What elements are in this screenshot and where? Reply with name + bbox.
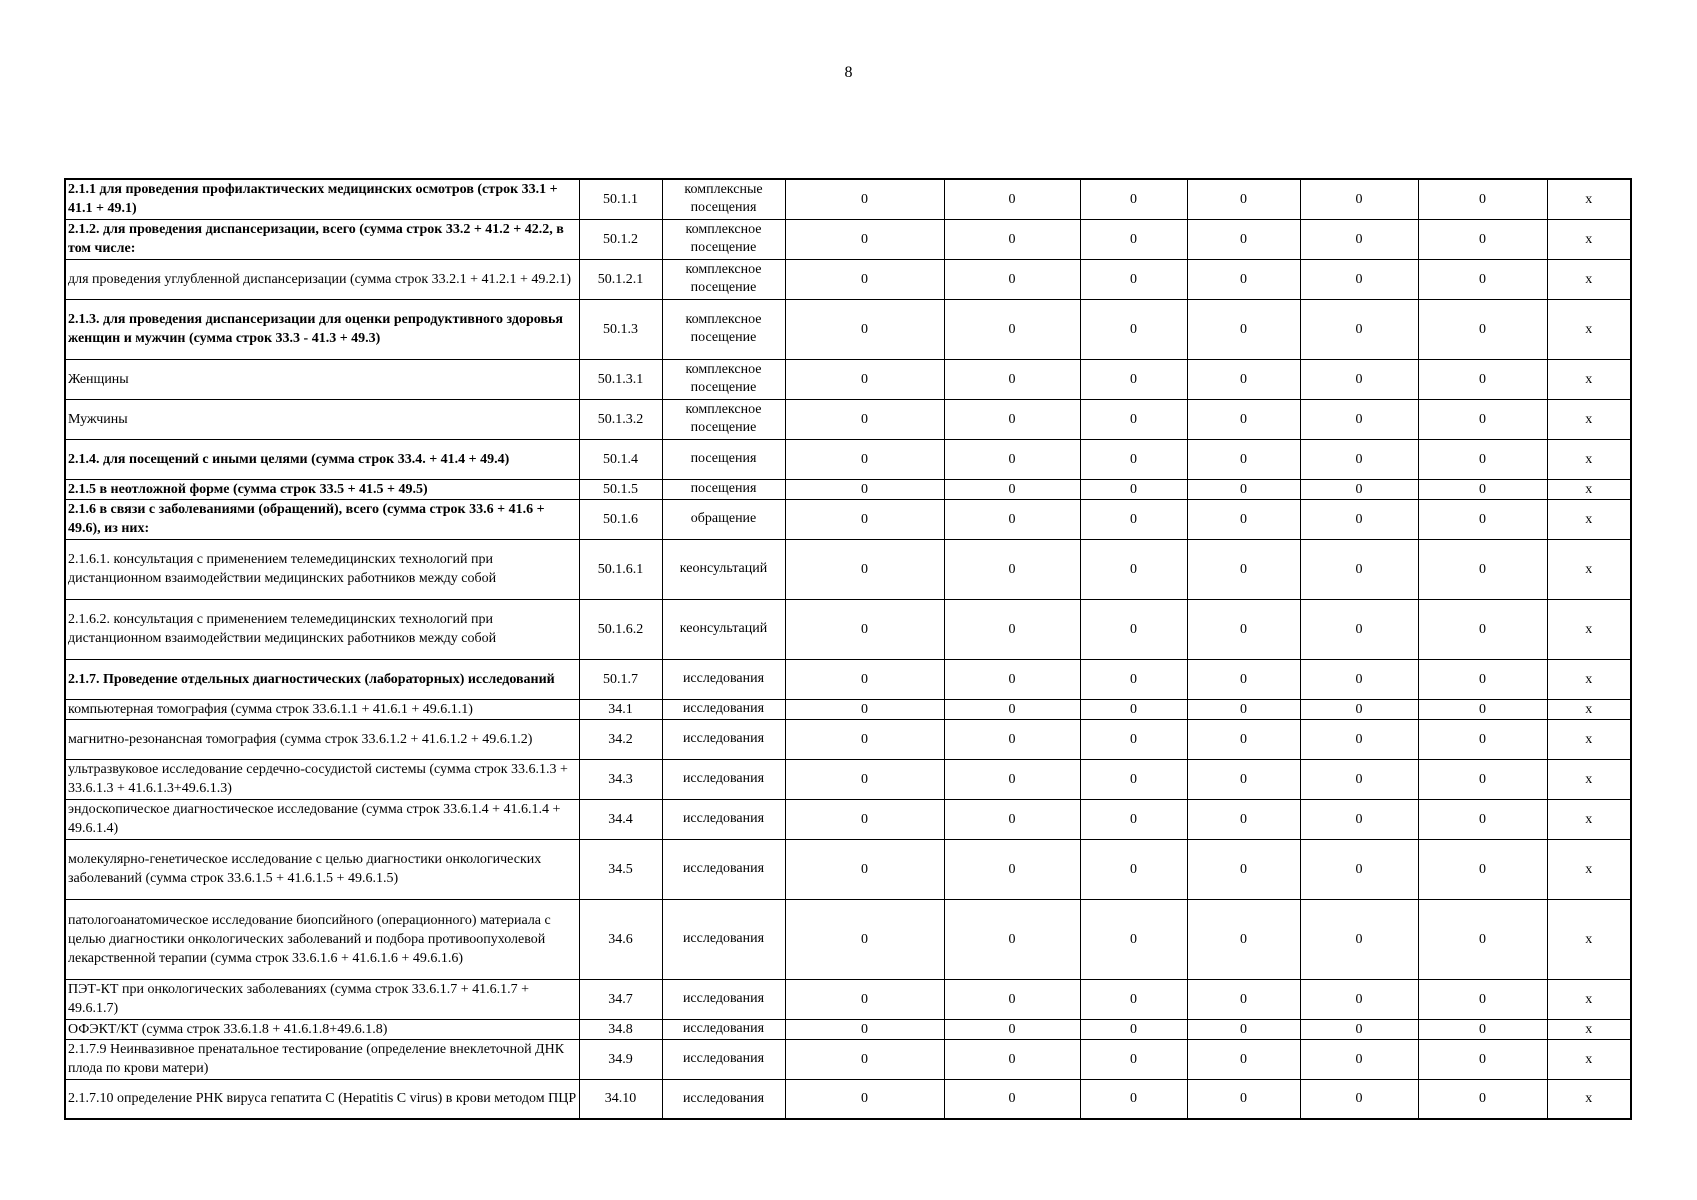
value-cell: 0: [1080, 499, 1187, 539]
row-unit-cell: исследования: [662, 839, 785, 899]
table-row: [65, 719, 1631, 759]
value-cell: 0: [1187, 539, 1300, 599]
row-unit-cell: комплексное посещение: [662, 399, 785, 439]
row-unit-cell: комплексное посещение: [662, 299, 785, 359]
value-cell: 0: [1080, 799, 1187, 839]
row-code-cell: 50.1.3.1: [579, 359, 662, 399]
row-unit-cell: исследования: [662, 719, 785, 759]
value-cell: 0: [944, 799, 1080, 839]
value-cell: 0: [785, 899, 944, 979]
row-unit-cell: исследования: [662, 659, 785, 699]
table-row: [65, 979, 1631, 1019]
mark-cell: x: [1547, 699, 1631, 719]
value-cell: 0: [1418, 359, 1547, 399]
row-code-cell: 34.2: [579, 719, 662, 759]
value-cell: 0: [785, 599, 944, 659]
value-cell: 0: [1300, 399, 1418, 439]
value-cell: 0: [944, 219, 1080, 259]
value-cell: 0: [1080, 719, 1187, 759]
value-cell: 0: [1187, 839, 1300, 899]
value-cell: 0: [1300, 439, 1418, 479]
table-row: [65, 1039, 1631, 1079]
row-unit-cell: комплексное посещение: [662, 259, 785, 299]
value-cell: 0: [1187, 399, 1300, 439]
value-cell: 0: [1187, 759, 1300, 799]
data-table: [64, 178, 1632, 1120]
row-name-cell: патологоанатомическое исследование биопсийного (операционного) материала с целью диагностики онкологических заболеваний и подбора противоопухолевой лекарственной терапии (сумма строк 33.6.1.6 + 41.6.1.6 + 49.6.1.6): [65, 899, 579, 979]
row-name-cell: 2.1.3. для проведения диспансеризации для оценки репродуктивного здоровья женщин и мужчин (сумма строк 33.3 - 41.3 + 49.3): [65, 299, 579, 359]
row-name-cell: 2.1.5 в неотложной форме (сумма строк 33.5 + 41.5 + 49.5): [65, 479, 579, 499]
row-unit-cell: исследования: [662, 799, 785, 839]
value-cell: 0: [1187, 359, 1300, 399]
value-cell: 0: [1080, 1079, 1187, 1119]
mark-cell: x: [1547, 799, 1631, 839]
row-code-cell: 50.1.3.2: [579, 399, 662, 439]
value-cell: 0: [785, 1039, 944, 1079]
value-cell: 0: [1418, 839, 1547, 899]
value-cell: 0: [1300, 759, 1418, 799]
value-cell: 0: [1080, 1019, 1187, 1039]
mark-cell: x: [1547, 359, 1631, 399]
value-cell: 0: [1418, 439, 1547, 479]
value-cell: 0: [1300, 659, 1418, 699]
row-unit-cell: комплексное посещение: [662, 359, 785, 399]
table-row: [65, 1019, 1631, 1039]
value-cell: 0: [1300, 179, 1418, 219]
value-cell: 0: [785, 219, 944, 259]
value-cell: 0: [785, 359, 944, 399]
value-cell: 0: [785, 299, 944, 359]
row-name-cell: молекулярно-генетическое исследование с целью диагностики онкологических заболеваний (сумма строк 33.6.1.5 + 41.6.1.5 + 49.6.1.5): [65, 839, 579, 899]
value-cell: 0: [1418, 979, 1547, 1019]
table-row: [65, 359, 1631, 399]
value-cell: 0: [1080, 399, 1187, 439]
row-name-cell: ультразвуковое исследование сердечно-сосудистой системы (сумма строк 33.6.1.3 + 33.6.1.3 + 41.6.1.3+49.6.1.3): [65, 759, 579, 799]
value-cell: 0: [1080, 699, 1187, 719]
value-cell: 0: [1418, 539, 1547, 599]
value-cell: 0: [1418, 299, 1547, 359]
row-name-cell: 2.1.7.10 определение РНК вируса гепатита С (Hepatitis C virus) в крови методом ПЦР: [65, 1079, 579, 1119]
mark-cell: x: [1547, 839, 1631, 899]
value-cell: 0: [944, 659, 1080, 699]
value-cell: 0: [1187, 219, 1300, 259]
value-cell: 0: [1418, 659, 1547, 699]
value-cell: 0: [1300, 299, 1418, 359]
value-cell: 0: [1187, 799, 1300, 839]
row-code-cell: 50.1.1: [579, 179, 662, 219]
value-cell: 0: [1080, 599, 1187, 659]
value-cell: 0: [944, 1079, 1080, 1119]
value-cell: 0: [785, 799, 944, 839]
row-unit-cell: исследования: [662, 699, 785, 719]
value-cell: 0: [1187, 259, 1300, 299]
table-row: [65, 539, 1631, 599]
mark-cell: x: [1547, 759, 1631, 799]
row-code-cell: 34.6: [579, 899, 662, 979]
mark-cell: x: [1547, 179, 1631, 219]
table-row: [65, 1079, 1631, 1119]
table-row: [65, 399, 1631, 439]
value-cell: 0: [785, 179, 944, 219]
value-cell: 0: [1187, 299, 1300, 359]
value-cell: 0: [1418, 219, 1547, 259]
value-cell: 0: [1300, 599, 1418, 659]
row-code-cell: 34.8: [579, 1019, 662, 1039]
value-cell: 0: [1187, 1079, 1300, 1119]
row-name-cell: эндоскопическое диагностическое исследование (сумма строк 33.6.1.4 + 41.6.1.4 + 49.6.1.4): [65, 799, 579, 839]
mark-cell: x: [1547, 719, 1631, 759]
value-cell: 0: [944, 839, 1080, 899]
mark-cell: x: [1547, 599, 1631, 659]
value-cell: 0: [1187, 479, 1300, 499]
row-code-cell: 50.1.3: [579, 299, 662, 359]
row-name-cell: для проведения углубленной диспансеризации (сумма строк 33.2.1 + 41.2.1 + 49.2.1): [65, 259, 579, 299]
value-cell: 0: [1300, 719, 1418, 759]
value-cell: 0: [785, 719, 944, 759]
value-cell: 0: [1418, 759, 1547, 799]
table-row: [65, 699, 1631, 719]
value-cell: 0: [785, 759, 944, 799]
mark-cell: x: [1547, 1079, 1631, 1119]
value-cell: 0: [1300, 839, 1418, 899]
row-unit-cell: исследования: [662, 1019, 785, 1039]
value-cell: 0: [785, 539, 944, 599]
table-row: [65, 179, 1631, 219]
table-row: [65, 219, 1631, 259]
value-cell: 0: [944, 1019, 1080, 1039]
value-cell: 0: [785, 839, 944, 899]
row-unit-cell: посещения: [662, 439, 785, 479]
value-cell: 0: [1187, 979, 1300, 1019]
row-unit-cell: кеонсультаций: [662, 539, 785, 599]
row-code-cell: 34.4: [579, 799, 662, 839]
value-cell: 0: [785, 699, 944, 719]
value-cell: 0: [1080, 659, 1187, 699]
value-cell: 0: [944, 479, 1080, 499]
row-name-cell: 2.1.1 для проведения профилактических медицинских осмотров (строк 33.1 + 41.1 + 49.1): [65, 179, 579, 219]
row-name-cell: Мужчины: [65, 399, 579, 439]
value-cell: 0: [1300, 259, 1418, 299]
mark-cell: x: [1547, 979, 1631, 1019]
row-name-cell: 2.1.2. для проведения диспансеризации, всего (сумма строк 33.2 + 41.2 + 42.2, в том числе:: [65, 219, 579, 259]
table-row: [65, 839, 1631, 899]
row-code-cell: 34.1: [579, 699, 662, 719]
row-code-cell: 50.1.6: [579, 499, 662, 539]
value-cell: 0: [1187, 439, 1300, 479]
value-cell: 0: [1187, 659, 1300, 699]
value-cell: 0: [785, 259, 944, 299]
value-cell: 0: [1187, 719, 1300, 759]
row-name-cell: 2.1.7.9 Неинвазивное пренатальное тестирование (определение внеклеточной ДНК плода по крови матери): [65, 1039, 579, 1079]
value-cell: 0: [1187, 1039, 1300, 1079]
table-row: [65, 899, 1631, 979]
mark-cell: x: [1547, 439, 1631, 479]
row-code-cell: 34.7: [579, 979, 662, 1019]
value-cell: 0: [1080, 899, 1187, 979]
value-cell: 0: [1418, 799, 1547, 839]
mark-cell: x: [1547, 659, 1631, 699]
table-row: [65, 599, 1631, 659]
value-cell: 0: [1418, 499, 1547, 539]
value-cell: 0: [1080, 539, 1187, 599]
value-cell: 0: [1418, 899, 1547, 979]
table-row: [65, 439, 1631, 479]
value-cell: 0: [1080, 439, 1187, 479]
row-code-cell: 50.1.4: [579, 439, 662, 479]
row-name-cell: Женщины: [65, 359, 579, 399]
value-cell: 0: [1187, 599, 1300, 659]
value-cell: 0: [785, 499, 944, 539]
value-cell: 0: [785, 479, 944, 499]
value-cell: 0: [785, 979, 944, 1019]
table-row: [65, 499, 1631, 539]
value-cell: 0: [1080, 359, 1187, 399]
value-cell: 0: [1300, 799, 1418, 839]
value-cell: 0: [1300, 219, 1418, 259]
row-unit-cell: исследования: [662, 1039, 785, 1079]
value-cell: 0: [1300, 979, 1418, 1019]
value-cell: 0: [785, 1019, 944, 1039]
value-cell: 0: [1418, 479, 1547, 499]
row-unit-cell: исследования: [662, 979, 785, 1019]
mark-cell: x: [1547, 1019, 1631, 1039]
row-code-cell: 34.5: [579, 839, 662, 899]
row-code-cell: 50.1.2: [579, 219, 662, 259]
value-cell: 0: [1187, 1019, 1300, 1039]
mark-cell: x: [1547, 1039, 1631, 1079]
mark-cell: x: [1547, 899, 1631, 979]
value-cell: 0: [1300, 699, 1418, 719]
row-code-cell: 34.10: [579, 1079, 662, 1119]
row-unit-cell: комплексное посещение: [662, 219, 785, 259]
value-cell: 0: [1080, 299, 1187, 359]
value-cell: 0: [1300, 899, 1418, 979]
row-name-cell: ОФЭКТ/КТ (сумма строк 33.6.1.8 + 41.6.1.8+49.6.1.8): [65, 1019, 579, 1039]
value-cell: 0: [1080, 839, 1187, 899]
table-row: [65, 299, 1631, 359]
value-cell: 0: [1418, 259, 1547, 299]
value-cell: 0: [1300, 539, 1418, 599]
value-cell: 0: [1080, 759, 1187, 799]
row-code-cell: 50.1.5: [579, 479, 662, 499]
row-code-cell: 34.3: [579, 759, 662, 799]
row-code-cell: 50.1.6.2: [579, 599, 662, 659]
mark-cell: x: [1547, 499, 1631, 539]
mark-cell: x: [1547, 299, 1631, 359]
row-name-cell: 2.1.6 в связи с заболеваниями (обращений), всего (сумма строк 33.6 + 41.6 + 49.6), из них:: [65, 499, 579, 539]
table-row: [65, 479, 1631, 499]
value-cell: 0: [1187, 499, 1300, 539]
row-unit-cell: посещения: [662, 479, 785, 499]
row-name-cell: 2.1.6.2. консультация с применением телемедицинских технологий при дистанционном взаимодействии медицинских работников между собой: [65, 599, 579, 659]
value-cell: 0: [944, 359, 1080, 399]
mark-cell: x: [1547, 399, 1631, 439]
value-cell: 0: [1300, 1019, 1418, 1039]
value-cell: 0: [1418, 719, 1547, 759]
value-cell: 0: [944, 499, 1080, 539]
mark-cell: x: [1547, 259, 1631, 299]
page-number: 8: [844, 64, 853, 81]
value-cell: 0: [944, 899, 1080, 979]
value-cell: 0: [1080, 1039, 1187, 1079]
row-code-cell: 34.9: [579, 1039, 662, 1079]
value-cell: 0: [1418, 599, 1547, 659]
value-cell: 0: [785, 1079, 944, 1119]
table-row: [65, 799, 1631, 839]
value-cell: 0: [1418, 179, 1547, 219]
value-cell: 0: [1080, 479, 1187, 499]
value-cell: 0: [785, 399, 944, 439]
value-cell: 0: [944, 179, 1080, 219]
value-cell: 0: [944, 439, 1080, 479]
row-code-cell: 50.1.6.1: [579, 539, 662, 599]
row-unit-cell: комплексные посещения: [662, 179, 785, 219]
table-row: [65, 759, 1631, 799]
value-cell: 0: [1187, 899, 1300, 979]
value-cell: 0: [944, 259, 1080, 299]
value-cell: 0: [1080, 219, 1187, 259]
row-unit-cell: обращение: [662, 499, 785, 539]
value-cell: 0: [1300, 1039, 1418, 1079]
value-cell: 0: [944, 759, 1080, 799]
value-cell: 0: [944, 1039, 1080, 1079]
value-cell: 0: [1300, 1079, 1418, 1119]
value-cell: 0: [1300, 359, 1418, 399]
row-code-cell: 50.1.7: [579, 659, 662, 699]
row-unit-cell: исследования: [662, 1079, 785, 1119]
mark-cell: x: [1547, 539, 1631, 599]
row-unit-cell: кеонсультаций: [662, 599, 785, 659]
row-name-cell: 2.1.4. для посещений с иными целями (сумма строк 33.4. + 41.4 + 49.4): [65, 439, 579, 479]
mark-cell: x: [1547, 219, 1631, 259]
value-cell: 0: [1418, 699, 1547, 719]
value-cell: 0: [944, 299, 1080, 359]
table-row: [65, 659, 1631, 699]
value-cell: 0: [1418, 399, 1547, 439]
value-cell: 0: [1418, 1019, 1547, 1039]
value-cell: 0: [1300, 499, 1418, 539]
value-cell: 0: [1187, 699, 1300, 719]
row-name-cell: ПЭТ-КТ при онкологических заболеваниях (сумма строк 33.6.1.7 + 41.6.1.7 + 49.6.1.7): [65, 979, 579, 1019]
value-cell: 0: [785, 439, 944, 479]
row-unit-cell: исследования: [662, 899, 785, 979]
row-unit-cell: исследования: [662, 759, 785, 799]
value-cell: 0: [1300, 479, 1418, 499]
row-name-cell: 2.1.7. Проведение отдельных диагностических (лабораторных) исследований: [65, 659, 579, 699]
value-cell: 0: [944, 599, 1080, 659]
mark-cell: x: [1547, 479, 1631, 499]
row-name-cell: 2.1.6.1. консультация с применением телемедицинских технологий при дистанционном взаимодействии медицинских работников между собой: [65, 539, 579, 599]
value-cell: 0: [1080, 259, 1187, 299]
value-cell: 0: [944, 719, 1080, 759]
value-cell: 0: [1080, 979, 1187, 1019]
value-cell: 0: [944, 539, 1080, 599]
value-cell: 0: [1418, 1039, 1547, 1079]
value-cell: 0: [1080, 179, 1187, 219]
table-body: [65, 179, 1631, 1119]
value-cell: 0: [1418, 1079, 1547, 1119]
value-cell: 0: [944, 979, 1080, 1019]
table-row: [65, 259, 1631, 299]
row-code-cell: 50.1.2.1: [579, 259, 662, 299]
value-cell: 0: [944, 699, 1080, 719]
row-name-cell: магнитно-резонансная томография (сумма строк 33.6.1.2 + 41.6.1.2 + 49.6.1.2): [65, 719, 579, 759]
value-cell: 0: [785, 659, 944, 699]
row-name-cell: компьютерная томография (сумма строк 33.6.1.1 + 41.6.1 + 49.6.1.1): [65, 699, 579, 719]
value-cell: 0: [1187, 179, 1300, 219]
value-cell: 0: [944, 399, 1080, 439]
